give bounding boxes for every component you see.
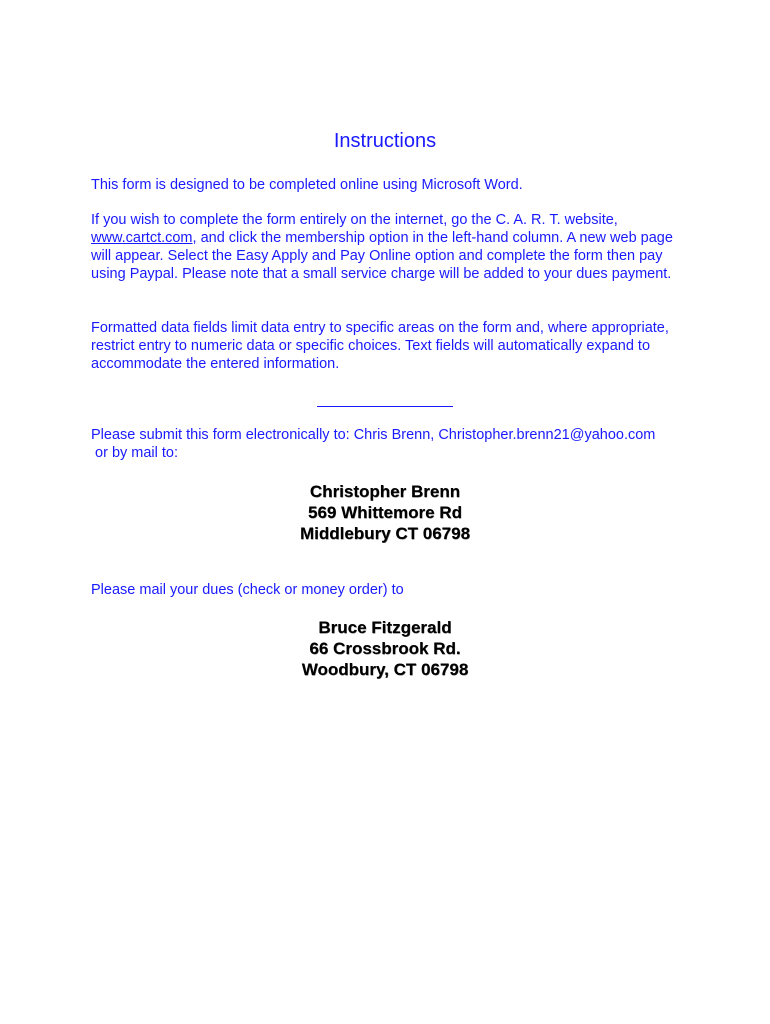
website-paragraph: [91, 211, 691, 283]
dues-address-street: 66 Crossbrook Rd.: [309, 639, 461, 658]
dues-mailing-address: [0, 617, 770, 680]
separator-line: [317, 406, 453, 407]
dues-paragraph: Please mail your dues (check or money order) to: [91, 582, 404, 598]
intro-paragraph: This form is designed to be completed online using Microsoft Word.: [91, 177, 523, 193]
submit-line-mail: or by mail to:: [91, 445, 179, 461]
website-link[interactable]: www.cartct.com: [91, 230, 193, 246]
submit-address-street: 569 Whittemore Rd: [308, 503, 462, 522]
website-paragraph-text-before: If you wish to complete the form entirely on the internet, go the C. A. R. T. website,: [91, 212, 618, 228]
submit-mailing-address: [0, 481, 770, 544]
website-paragraph-text-after: , and click the membership option in the left-hand column. A new web page will appear. Select the Easy Apply and Pay Online option and complete the form then pay using Paypal. Please note that a small service charge will be added to your dues payment.: [91, 230, 673, 282]
submit-line-email: Please submit this form electronically to: Chris Brenn, Christopher.brenn21@yahoo.com: [91, 427, 656, 443]
submit-address-city: Middlebury CT 06798: [299, 524, 471, 543]
page-title: Instructions: [333, 130, 437, 152]
submit-address-name: Christopher Brenn: [309, 482, 461, 501]
formatted-fields-paragraph: Formatted data fields limit data entry to specific areas on the form and, where appropriate, restrict entry to numeric data or specific choices. Text fields will automatically expand to accommodate the entered information.: [91, 320, 669, 372]
submit-paragraph: [91, 426, 731, 462]
dues-address-name: Bruce Fitzgerald: [318, 618, 452, 637]
dues-address-city: Woodbury, CT 06798: [301, 660, 469, 679]
